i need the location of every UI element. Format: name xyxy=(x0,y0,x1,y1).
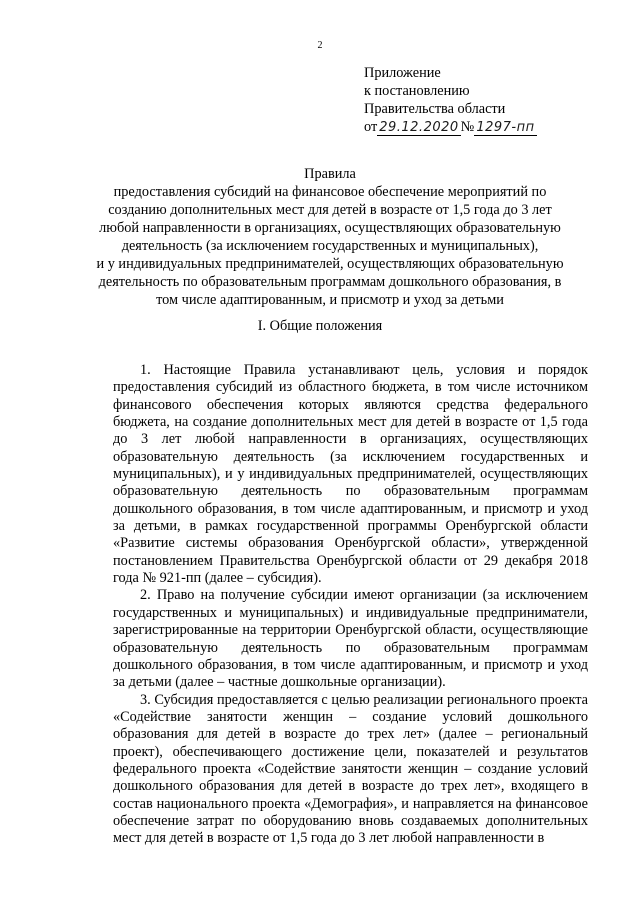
subtitle-line: предоставления субсидий на финансовое обеспечение мероприятий по xyxy=(113,184,547,200)
subtitle-line: созданию дополнительных мест для детей в возрасте от 1,5 года до 3 лет xyxy=(108,202,552,218)
appendix-line-3: Правительства области xyxy=(364,101,506,117)
appendix-line-2: к постановлению xyxy=(364,83,470,99)
appendix-block xyxy=(364,64,604,137)
subtitle-line: деятельность (за исключением государственных и муниципальных), xyxy=(121,238,539,254)
subtitle-line: том числе адаптированным, и присмотр и уход за детьми xyxy=(156,292,504,308)
subtitle-line: деятельность по образовательным программам дошкольного образования, в xyxy=(98,274,562,290)
handwritten-date: 29.12.2020 xyxy=(379,120,459,135)
handwritten-number: 1297-пп xyxy=(476,120,535,135)
page-number: 2 xyxy=(317,40,323,51)
section-heading: I. Общие положения xyxy=(257,318,383,334)
appendix-date-number xyxy=(364,118,604,137)
rules-title-block xyxy=(60,165,600,309)
paragraph-3: 3. Субсидия предоставляется с целью реализации регионального проекта «Содействие занятости женщин – создание условий дошкольного образования для детей в возрасте до трех лет» (далее – региональный проект), обеспечивающего достижение цели, показателей и результатов федерального проекта «Содействие занятости женщин – создание условий дошкольного образования для детей в возрасте до трех лет», входящего в состав национального проекта «Демография», и направляется на финансовое обеспечение затрат по оборудованию вновь создаваемых дополнительных мест для детей в возрасте от 1,5 года до 3 лет любой направленности в xyxy=(113,691,588,847)
from-label: от xyxy=(364,119,378,135)
subtitle-line: любой направленности в организациях, осуществляющих образовательную xyxy=(99,220,561,236)
subtitle-line: и у индивидуальных предпринимателей, осуществляющих образовательную xyxy=(96,256,564,272)
body-text xyxy=(113,362,588,848)
paragraph-1: 1. Настоящие Правила устанавливают цель, условия и порядок предоставления субсидий из областного бюджета, в том числе источником финансового обеспечения которых являются средства федерального бюджета, на создание дополнительных мест для детей в возрасте от 1,5 года до 3 лет любой направленности в организациях, осуществляющих образовательную деятельность (за исключением государственных и муниципальных), и у индивидуальных предпринимателей, осуществляющих образовательную деятельность по образовательным программам дошкольного образования, в том числе адаптированным, и присмотр и уход за детьми, в рамках государственной программы Оренбургской области «Развитие системы образования Оренбургской области», утвержденной постановлением Правительства Оренбургской области от 29 декабря 2018 года № 921-пп (далее – субсидия). xyxy=(113,362,588,587)
paragraph-2: 2. Право на получение субсидии имеют организации (за исключением государственных и муниципальных) и индивидуальные предприниматели, зарегистрированные на территории Оренбургской области, осуществляющие образовательную деятельность по образовательным программам дошкольного образования, в том числе адаптированным, и присмотр и уход за детьми (далее – частные дошкольные организации). xyxy=(113,587,588,691)
number-label: № xyxy=(460,119,475,135)
rules-heading: Правила xyxy=(304,166,356,182)
appendix-line-1: Приложение xyxy=(364,65,441,81)
